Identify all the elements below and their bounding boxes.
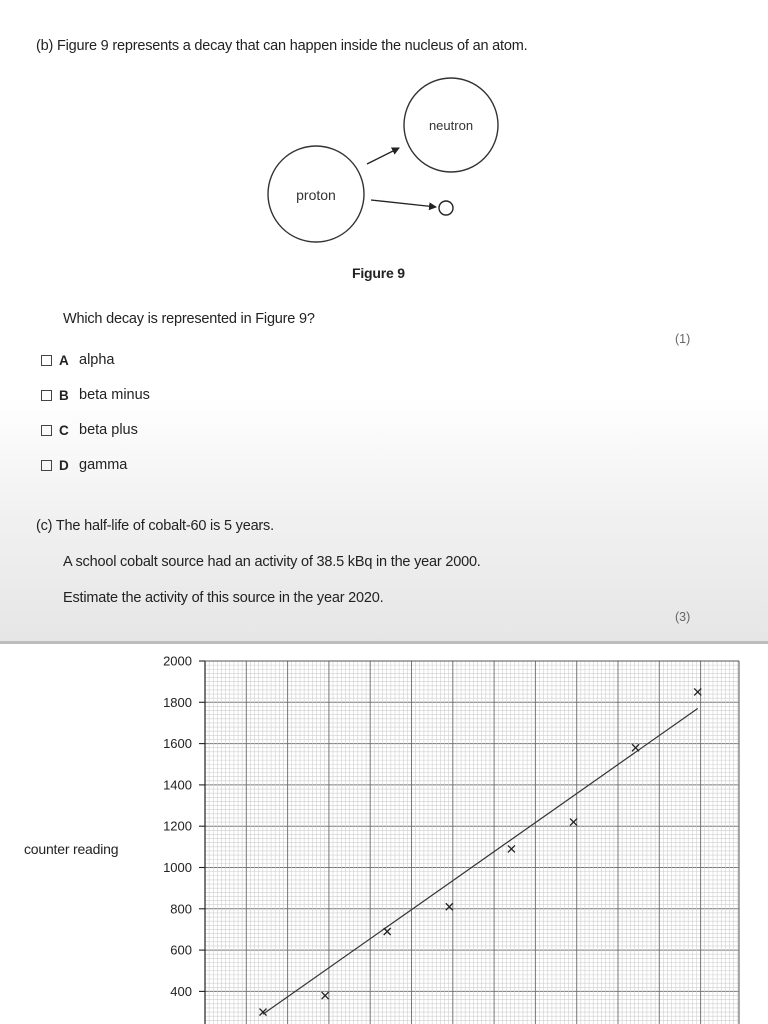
y-tick-label: 600 xyxy=(170,942,192,958)
option-c-text: beta plus xyxy=(79,422,138,438)
option-a-letter: A xyxy=(59,352,69,368)
option-a-checkbox[interactable] xyxy=(41,355,52,366)
y-tick-label: 1600 xyxy=(163,736,192,752)
y-tick-label: 2000 xyxy=(163,653,192,669)
option-a-text: alpha xyxy=(79,352,115,368)
best-fit-line xyxy=(263,708,698,1014)
counter-reading-chart xyxy=(0,644,768,1024)
y-tick-label: 1000 xyxy=(163,860,192,875)
y-tick-label: 400 xyxy=(170,983,192,999)
option-d[interactable] xyxy=(41,456,127,474)
grid xyxy=(205,661,739,1024)
option-a[interactable] xyxy=(41,351,114,369)
part-c-marks: (3) xyxy=(675,610,691,624)
neutron-label: neutron xyxy=(428,118,474,133)
option-d-text: gamma xyxy=(79,457,128,473)
option-c-checkbox[interactable] xyxy=(41,425,52,436)
option-b[interactable] xyxy=(41,386,150,404)
arrow-to-particle xyxy=(371,200,436,207)
option-b-letter: B xyxy=(59,387,69,403)
option-b-text: beta minus xyxy=(79,387,150,403)
part-b-intro: (b) Figure 9 represents a decay that can happen inside the nucleus of an atom. xyxy=(36,38,528,54)
y-tick-label: 800 xyxy=(170,901,192,917)
data-point xyxy=(384,928,391,935)
part-c-line2: Estimate the activity of this source in the year 2020. xyxy=(63,590,384,606)
figure-caption: Figure 9 xyxy=(352,265,405,281)
option-c[interactable] xyxy=(41,421,138,439)
graph-page xyxy=(0,644,768,1024)
option-d-checkbox[interactable] xyxy=(41,460,52,471)
part-b-question: Which decay is represented in Figure 9? xyxy=(63,311,315,327)
emitted-particle-circle xyxy=(439,201,453,215)
option-d-letter: D xyxy=(59,457,69,473)
proton-label: proton xyxy=(296,187,336,203)
option-c-letter: C xyxy=(59,422,69,438)
part-b-marks: (1) xyxy=(675,332,691,346)
part-c-intro: (c) The half-life of cobalt-60 is 5 years. xyxy=(36,518,274,534)
y-axis-label: counter reading xyxy=(24,841,119,857)
data-point xyxy=(508,845,515,852)
y-tick-label: 1400 xyxy=(163,777,192,793)
decay-diagram xyxy=(0,70,768,320)
arrow-to-neutron xyxy=(367,148,399,164)
y-tick-label: 1200 xyxy=(163,818,192,834)
option-b-checkbox[interactable] xyxy=(41,390,52,401)
y-tick-label: 1800 xyxy=(163,694,192,710)
part-c-line1: A school cobalt source had an activity of 38.5 kBq in the year 2000. xyxy=(63,554,481,570)
